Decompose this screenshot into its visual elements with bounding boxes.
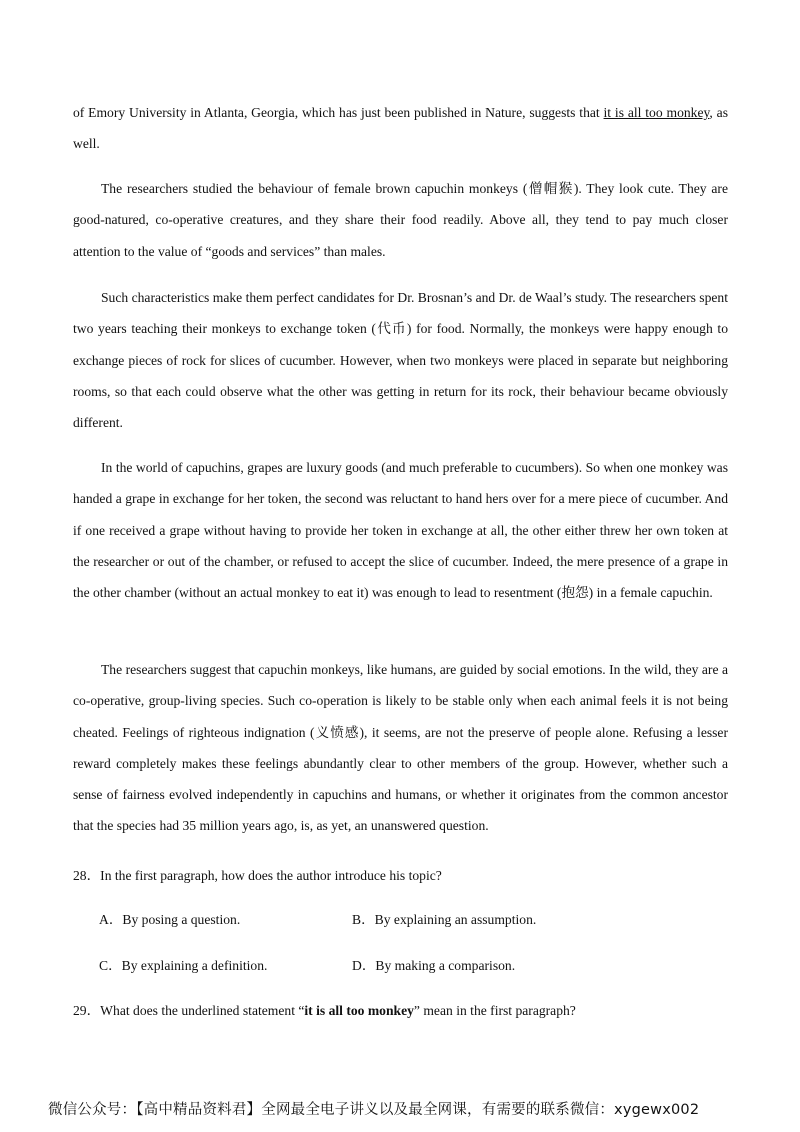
paragraph-capuchin-description: The researchers studied the behaviour of female brown capuchin monkeys (僧帽猴). They look cute. They are good-natured, co-operative creatures, and they share their food readily. Above all, they tend to pay much closer attention to the value of “goods and services” than males.	[73, 181, 728, 259]
intro-text: of Emory University in Atlanta, Georgia, which has just been published in Nature, suggests that	[73, 105, 604, 120]
option-28-c: C．By explaining a definition.	[99, 958, 268, 973]
question-29	[73, 999, 576, 1019]
question-28: 28．In the first paragraph, how does the author introduce his topic?	[73, 868, 442, 883]
paragraph-study-setup: Such characteristics make them perfect candidates for Dr. Brosnan’s and Dr. de Waal’s study. The researchers spent two years teaching their monkeys to exchange token (代币) for food. Normally, the monkeys were happy enough to exchange pieces of rock for slices of cucumber. However, when two monkeys were placed in separate but neighboring rooms, so that each could observe what the other was getting in return for its rock, their behaviour became obviously different.	[73, 290, 728, 431]
option-28-b: B．By explaining an assumption.	[352, 912, 537, 927]
question-29-quoted-statement: it is all too monkey	[304, 1003, 414, 1018]
paragraph-intro-continuation	[73, 97, 728, 160]
paragraph-grape-experiment: In the world of capuchins, grapes are luxury goods (and much preferable to cucumbers). So when one monkey was handed a grape in exchange for her token, the second was reluctant to hand hers over for a mere piece of cucumber. And if one received a grape without having to provide her token in exchange at all, the other either threw her own token at the researcher or out of the chamber, or refused to accept the slice of cucumber. Indeed, the mere presence of a grape in the other chamber (without an actual monkey to eat it) was enough to lead to resentment (抱怨) in a female capuchin.	[73, 460, 728, 601]
option-28-a: A．By posing a question.	[99, 912, 241, 927]
underlined-statement: it is all too monkey	[603, 105, 710, 120]
paragraph-conclusion: The researchers suggest that capuchin monkeys, like humans, are guided by social emotions. In the wild, they are a co-operative, group-living species. Such co-operation is likely to be stable only when each animal feels it is not being cheated. Feelings of righteous indignation (义愤感), it seems, are not the preserve of people alone. Refusing a lesser reward completely makes these feelings abundantly clear to other members of the group. However, whether such a sense of fairness evolved independently in capuchins and humans, or whether it originates from the common ancestor that the species had 35 million years ago, is, as yet, an unanswered question.	[73, 662, 728, 834]
option-28-d: D．By making a comparison.	[352, 958, 516, 973]
question-29-suffix: ” mean in the first paragraph?	[413, 1003, 576, 1018]
question-29-prefix: 29．What does the underlined statement “	[73, 1003, 305, 1018]
intro-text-end: , as well.	[73, 105, 728, 152]
footer-advertisement: 微信公众号：【高中精品资料君】全网最全电子讲义以及最全网课，有需要的联系微信：xygewx002	[48, 1102, 700, 1118]
